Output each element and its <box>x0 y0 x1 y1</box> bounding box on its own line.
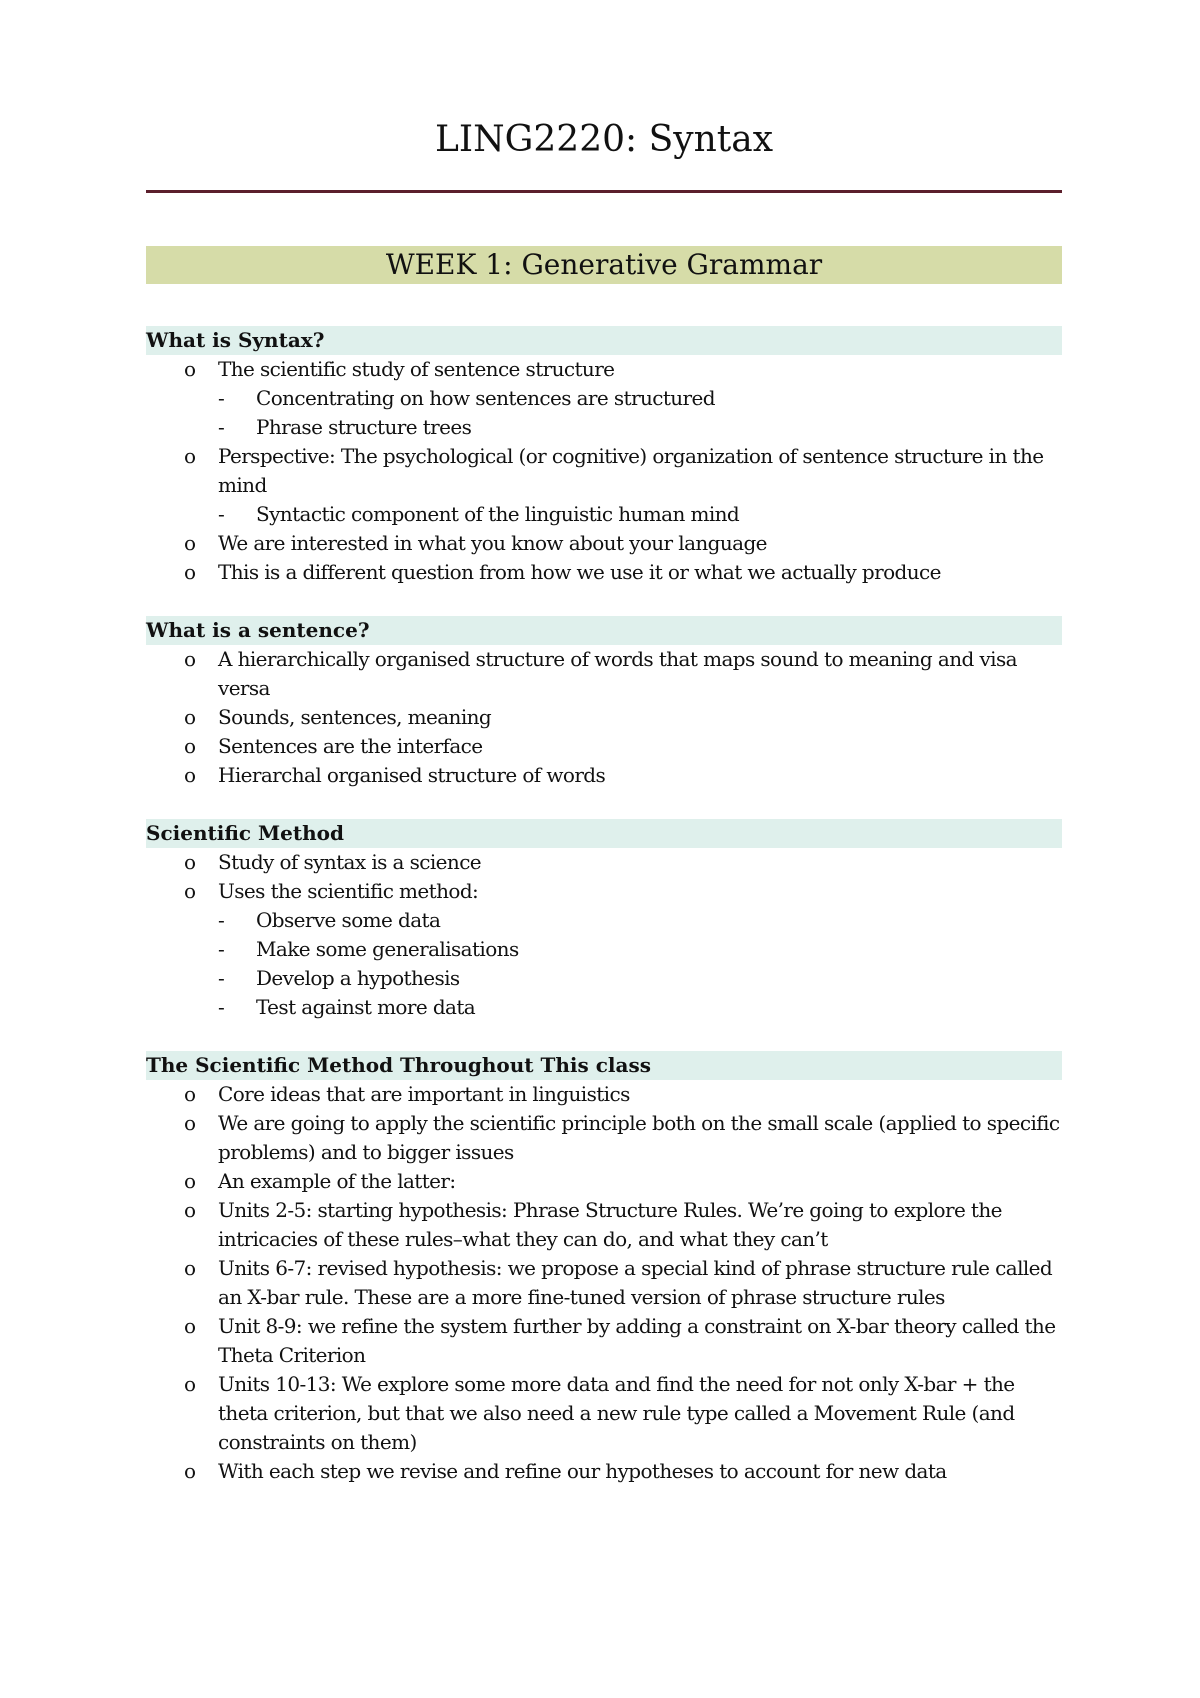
sub-list-item-text: Observe some data <box>256 908 441 932</box>
sub-bullet-list <box>218 384 1062 442</box>
section-heading: What is Syntax? <box>146 326 1062 355</box>
list-item <box>146 848 1062 877</box>
dash-bullet-icon: - <box>218 502 225 526</box>
section-scientific-method <box>146 819 1062 1022</box>
dash-bullet-icon: - <box>218 415 225 439</box>
week-banner: WEEK 1: Generative Grammar <box>146 246 1062 284</box>
list-item-text: Unit 8-9: we refine the system further by adding a constraint on X-bar theory called the Theta Criterion <box>218 1314 1056 1367</box>
list-item <box>146 1196 1062 1254</box>
list-item <box>146 1457 1062 1486</box>
sub-list-item-text: Concentrating on how sentences are structured <box>256 386 715 410</box>
circle-bullet-icon: o <box>184 1111 197 1135</box>
list-item <box>146 732 1062 761</box>
list-item-text: We are going to apply the scientific principle both on the small scale (applied to specific problems) and to bigger issues <box>218 1111 1060 1164</box>
circle-bullet-icon: o <box>184 357 197 381</box>
list-item <box>146 1312 1062 1370</box>
list-item <box>146 761 1062 790</box>
document-title: LING2220: Syntax <box>435 119 773 160</box>
circle-bullet-icon: o <box>184 531 197 555</box>
list-item <box>146 1109 1062 1167</box>
section-what-is-a-sentence <box>146 616 1062 790</box>
circle-bullet-icon: o <box>184 1198 197 1222</box>
notes-content <box>146 326 1062 1515</box>
circle-bullet-icon: o <box>184 560 197 584</box>
circle-bullet-icon: o <box>184 763 197 787</box>
sub-bullet-list <box>218 500 1062 529</box>
sub-list-item <box>218 993 1062 1022</box>
list-item-text: Sentences are the interface <box>218 734 483 758</box>
dash-bullet-icon: - <box>218 386 225 410</box>
circle-bullet-icon: o <box>184 734 197 758</box>
list-item <box>146 703 1062 732</box>
bullet-list <box>146 355 1062 587</box>
list-item <box>146 1080 1062 1109</box>
circle-bullet-icon: o <box>184 1314 197 1338</box>
sub-list-item <box>218 500 1062 529</box>
section-heading: Scientific Method <box>146 819 1062 848</box>
circle-bullet-icon: o <box>184 1256 197 1280</box>
bullet-list <box>146 1080 1062 1486</box>
list-item <box>146 877 1062 1022</box>
sub-list-item-text: Phrase structure trees <box>256 415 472 439</box>
list-item-text: This is a different question from how we use it or what we actually produce <box>218 560 941 584</box>
sub-list-item <box>218 935 1062 964</box>
list-item-text: The scientific study of sentence structure <box>218 357 615 381</box>
list-item-text: Study of syntax is a science <box>218 850 482 874</box>
list-item <box>146 442 1062 529</box>
list-item-text: Units 2-5: starting hypothesis: Phrase Structure Rules. We’re going to explore the intricacies of these rules–what they can do, and what they can’t <box>218 1198 1002 1251</box>
list-item-text: Hierarchal organised structure of words <box>218 763 606 787</box>
list-item <box>146 558 1062 587</box>
sub-list-item <box>218 964 1062 993</box>
list-item-text: Units 6-7: revised hypothesis: we propose a special kind of phrase structure rule called an X-bar rule. These are a more fine-tuned version of phrase structure rules <box>218 1256 1053 1309</box>
list-item <box>146 355 1062 442</box>
circle-bullet-icon: o <box>184 444 197 468</box>
sub-list-item-text: Syntactic component of the linguistic human mind <box>256 502 740 526</box>
sub-list-item-text: Develop a hypothesis <box>256 966 460 990</box>
circle-bullet-icon: o <box>184 1169 197 1193</box>
list-item-text: Sounds, sentences, meaning <box>218 705 492 729</box>
list-item-text: Units 10-13: We explore some more data and find the need for not only X-bar + the theta criterion, but that we also need a new rule type called a Movement Rule (and constraints on them) <box>218 1372 1015 1454</box>
list-item-text: Perspective: The psychological (or cognitive) organization of sentence structure in the mind <box>218 444 1044 497</box>
list-item <box>146 529 1062 558</box>
dash-bullet-icon: - <box>218 995 225 1019</box>
list-item <box>146 645 1062 703</box>
list-item-text: A hierarchically organised structure of words that maps sound to meaning and visa versa <box>218 647 1017 700</box>
list-item <box>146 1370 1062 1457</box>
dash-bullet-icon: - <box>218 937 225 961</box>
circle-bullet-icon: o <box>184 1082 197 1106</box>
circle-bullet-icon: o <box>184 1459 197 1483</box>
list-item <box>146 1167 1062 1196</box>
list-item-text: An example of the latter: <box>218 1169 456 1193</box>
sub-list-item-text: Make some generalisations <box>256 937 519 961</box>
list-item <box>146 1254 1062 1312</box>
bullet-list <box>146 848 1062 1022</box>
bullet-list <box>146 645 1062 790</box>
sub-list-item <box>218 413 1062 442</box>
list-item-text: With each step we revise and refine our hypotheses to account for new data <box>218 1459 947 1483</box>
title-divider <box>146 190 1062 193</box>
section-heading: What is a sentence? <box>146 616 1062 645</box>
circle-bullet-icon: o <box>184 705 197 729</box>
sub-bullet-list <box>218 906 1062 1022</box>
circle-bullet-icon: o <box>184 850 197 874</box>
sub-list-item <box>218 384 1062 413</box>
sub-list-item-text: Test against more data <box>256 995 476 1019</box>
dash-bullet-icon: - <box>218 966 225 990</box>
section-what-is-syntax <box>146 326 1062 587</box>
section-method-throughout-class <box>146 1051 1062 1486</box>
sub-list-item <box>218 906 1062 935</box>
section-heading: The Scientific Method Throughout This class <box>146 1051 1062 1080</box>
list-item-text: Uses the scientific method: <box>218 879 479 903</box>
dash-bullet-icon: - <box>218 908 225 932</box>
list-item-text: Core ideas that are important in linguistics <box>218 1082 630 1106</box>
list-item-text: We are interested in what you know about your language <box>218 531 767 555</box>
circle-bullet-icon: o <box>184 879 197 903</box>
circle-bullet-icon: o <box>184 647 197 671</box>
circle-bullet-icon: o <box>184 1372 197 1396</box>
